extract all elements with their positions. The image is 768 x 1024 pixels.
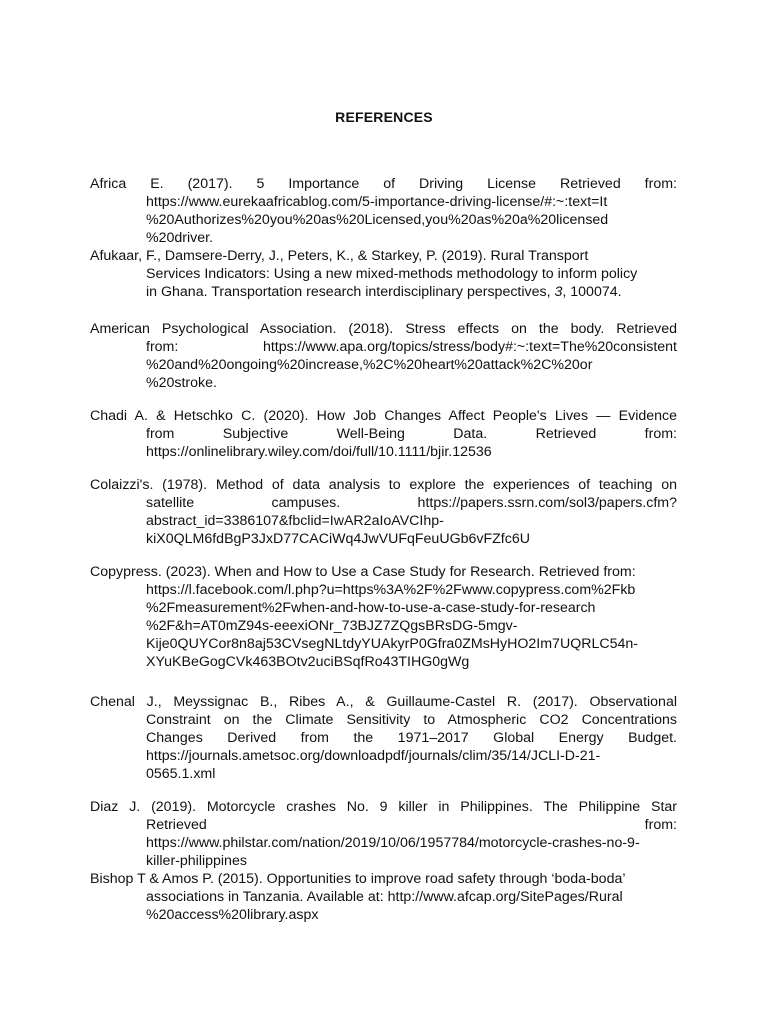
reference-line [90,283,677,301]
reference-line: https://www.philstar.com/nation/2019/10/06/1957784/motorcycle-crashes-no-9- [146,835,640,852]
reference-text: in Ghana. Transportation research interdisciplinary perspectives, [146,284,555,301]
reference-text: , 100074. [562,284,622,301]
reference-line: Colaizzi's. (1978). Method of data analysis to explore the experiences of teaching on [90,477,677,493]
reference-chenal-2017 [90,693,677,783]
reference-line: %20access%20library.aspx [146,907,319,924]
reference-line: https://journals.ametsoc.org/downloadpdf/journals/clim/35/14/JCLI-D-21- [146,748,601,765]
reference-line: associations in Tanzania. Available at: http://www.afcap.org/SitePages/Rural [146,889,623,906]
reference-line: %2Fmeasurement%2Fwhen-and-how-to-use-a-case-study-for-research [146,600,596,617]
reference-line: XYuKBeGogCVk463BOtv2uciBSqfRo43TIHG0gWg [146,654,470,671]
reference-line: Changes Derived from the 1971–2017 Global Energy Budget. [146,730,677,747]
reference-line: American Psychological Association. (2018). Stress effects on the body. Retrieved [90,321,677,337]
reference-line: Kije0QUYCor8n8aj53CVsegNLtdyYUAkyrP0Gfra0ZMsHyHO2Im7UQRLC54n- [146,636,639,653]
reference-line: abstract_id=3386107&fbclid=IwAR2aIoAVCIhp- [146,513,444,530]
reference-line: from: https://www.apa.org/topics/stress/body#:~:text=The%20consistent [146,339,677,356]
reference-diaz-2019 [90,798,677,870]
reference-line: Services Indicators: Using a new mixed-methods methodology to inform policy [146,266,638,283]
reference-copypress-2023 [90,563,677,672]
reference-line: Retrieved from: [146,817,677,834]
reference-line: from Subjective Well-Being Data. Retrieved from: [146,426,677,443]
reference-line: https://l.facebook.com/l.php?u=https%3A%2F%2Fwww.copypress.com%2Fkb [146,582,636,599]
reference-colaizzi-1978 [90,476,677,548]
reference-line: Diaz J. (2019). Motorcycle crashes No. 9 killer in Philippines. The Philippine Star [90,799,677,815]
reference-line: %20and%20ongoing%20increase,%2C%20heart%20attack%2C%20or [146,357,593,374]
reference-line: https://www.eurekaafricablog.com/5-importance-driving-license/#:~:text=It [146,194,608,211]
reference-line: Bishop T & Amos P. (2015). Opportunities to improve road safety through ‘boda-boda’ [90,871,626,887]
reference-line: https://onlinelibrary.wiley.com/doi/full/10.1111/bjir.12536 [146,444,492,461]
reference-apa-2018 [90,320,677,392]
reference-line: kiX0QLM6fdBgP3JxD77CACiWq4JwVUFqFeuUGb6vFZfc6U [146,531,530,548]
reference-line: Chenal J., Meyssignac B., Ribes A., & Guillaume-Castel R. (2017). Observational [90,694,677,710]
reference-line: satellite campuses. https://papers.ssrn.com/sol3/papers.cfm? [146,495,677,512]
page-title: REFERENCES [335,109,433,125]
reference-line: %20Authorizes%20you%20as%20Licensed,you%20as%20a%20licensed [146,212,609,229]
reference-chadi-2020 [90,407,677,461]
volume-number: 3 [554,284,563,301]
reference-line: Constraint on the Climate Sensitivity to Atmospheric CO2 Concentrations [146,712,677,729]
reference-line: %2F&h=AT0mZ94s-eeexiONr_73BJZ7ZQgsBRsDG-5mgv- [146,618,518,635]
reference-bishop-2015 [90,870,677,924]
reference-line: Copypress. (2023). When and How to Use a Case Study for Research. Retrieved from: [90,564,636,580]
reference-line: %20driver. [146,230,214,247]
reference-line: Chadi A. & Hetschko C. (2020). How Job Changes Affect People's Lives — Evidence [90,408,677,424]
reference-line: killer-philippines [146,853,247,870]
reference-afukaar-2019 [90,247,677,301]
reference-line: 0565.1.xml [146,766,216,783]
reference-africa-2017 [90,175,677,247]
reference-line: Afukaar, F., Damsere-Derry, J., Peters, K., & Starkey, P. (2019). Rural Transport [90,248,589,264]
reference-line: %20stroke. [146,375,217,392]
reference-line: Africa E. (2017). 5 Importance of Driving License Retrieved from: [90,176,677,192]
